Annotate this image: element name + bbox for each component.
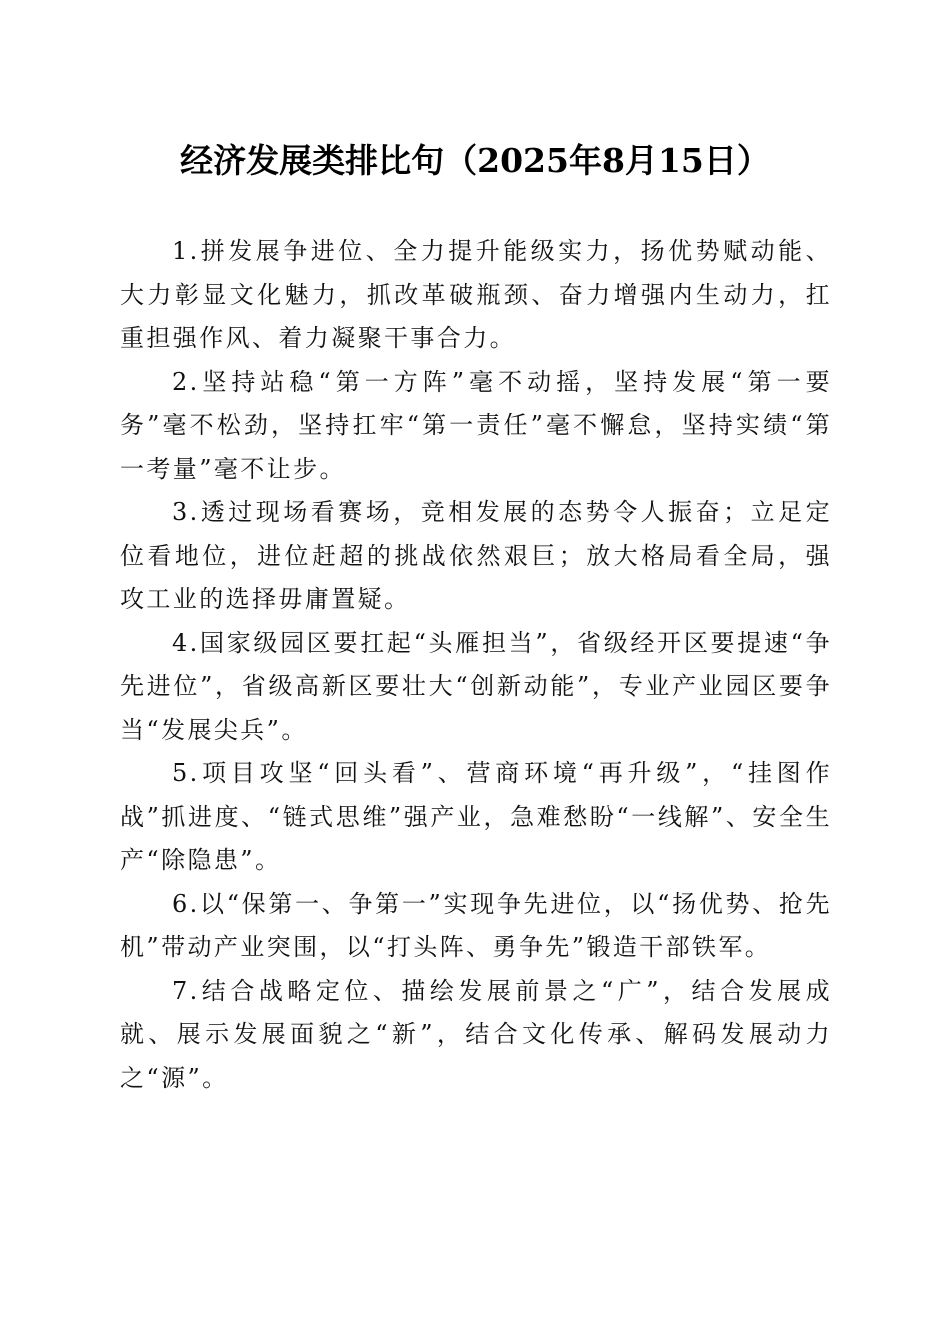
document-title: 经济发展类排比句（2025年8月15日） xyxy=(180,141,770,180)
paragraph-4: 4.国家级园区要扛起“头雁担当”，省级经开区要提速“争先进位”，省级高新区要壮大“创新动能”，专业产业园区要争当“发展尖兵”。 xyxy=(120,628,832,744)
paragraph-6: 6.以“保第一、争第一”实现争先进位，以“扬优势、抢先机”带动产业突围，以“打头阵、勇争先”锻造干部铁军。 xyxy=(120,889,832,961)
document-body xyxy=(120,230,832,1100)
paragraph-1: 1.拼发展争进位、全力提升能级实力，扬优势赋动能、大力彰显文化魅力，抓改革破瓶颈、奋力增强内生动力，扛重担强作风、着力凝聚干事合力。 xyxy=(120,237,832,352)
paragraph-5: 5.项目攻坚“回头看”、营商环境“再升级”，“挂图作战”抓进度、“链式思维”强产业，急难愁盼“一线解”、安全生产“除隐患”。 xyxy=(120,759,832,874)
paragraph-2: 2.坚持站稳“第一方阵”毫不动摇，坚持发展“第一要务”毫不松劲，坚持扛牢“第一责任”毫不懈怠，坚持实绩“第一考量”毫不让步。 xyxy=(120,367,832,483)
paragraph-7: 7.结合战略定位、描绘发展前景之“广”，结合发展成就、展示发展面貌之“新”，结合文化传承、解码发展动力之“源”。 xyxy=(120,976,832,1092)
paragraph-3: 3.透过现场看赛场，竞相发展的态势令人振奋；立足定位看地位，进位赶超的挑战依然艰巨；放大格局看全局，强攻工业的选择毋庸置疑。 xyxy=(120,498,832,613)
